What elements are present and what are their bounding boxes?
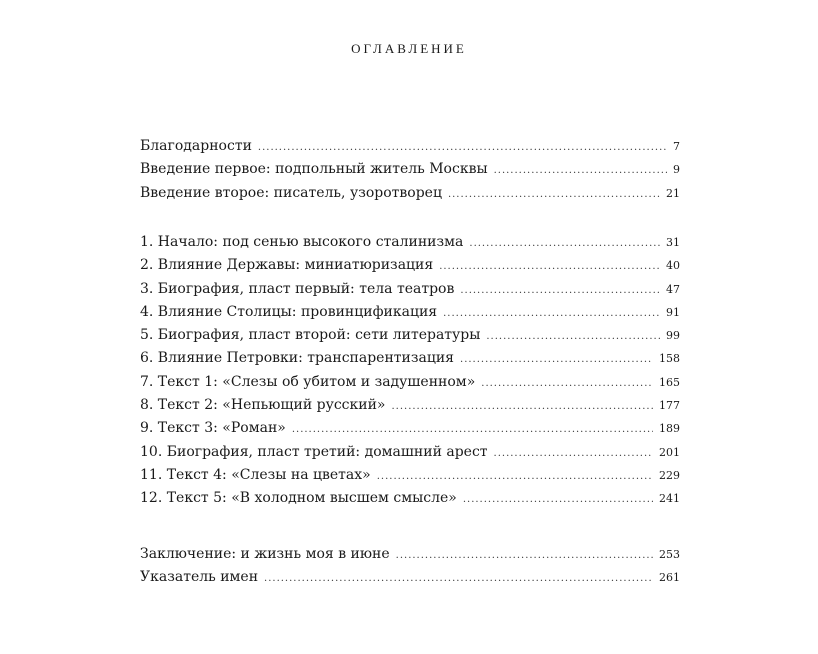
toc-entry-page: 40 [666,259,680,273]
toc-entry[interactable] [140,182,680,205]
toc-leader-dots [396,544,653,567]
toc-leader-dots [391,395,653,418]
toc-entry-page: 47 [666,282,680,296]
toc-entry[interactable] [140,254,680,277]
toc-entry-title: 9. Текст 3: «Роман» [140,420,286,437]
toc-entry-page: 99 [666,329,680,343]
toc-leader-dots [264,567,653,590]
toc-entry[interactable] [140,231,680,254]
toc-group-back-matter [140,543,680,590]
toc-entry-page: 21 [666,186,680,200]
page-title: ОГЛАВЛЕНИЕ [351,41,467,56]
toc-entry-title: 1. Начало: под сенью высокого сталинизма [140,234,464,250]
toc-leader-dots [469,232,660,255]
toc-leader-dots [494,159,667,182]
toc-entry[interactable] [140,417,680,440]
toc-entry-page: 229 [659,468,680,482]
toc-entry-title: Введение второе: писатель, узоротворец [140,184,442,201]
toc-leader-dots [494,442,653,465]
toc-entry-page: 158 [659,352,680,366]
toc-entry-page: 201 [659,445,680,459]
toc-entry-title: 7. Текст 1: «Слезы об убитом и задушенном» [140,373,476,390]
toc-leader-dots [486,325,660,348]
toc-entry-title: 8. Текст 2: «Непьющий русский» [140,397,386,414]
toc-entry[interactable] [140,566,680,589]
toc-entry-page: 91 [666,305,680,319]
toc-leader-dots [377,465,653,488]
toc-entry[interactable] [140,487,680,510]
toc-entry[interactable] [140,441,680,464]
toc-entry[interactable] [140,394,680,417]
toc-leader-dots [460,279,660,302]
toc-entry-title: 5. Биография, пласт второй: сети литературы [140,327,481,344]
toc-entry-page: 261 [659,571,680,585]
toc-group-front-matter [140,135,680,205]
toc-entry-page: 31 [666,236,680,249]
toc-entry[interactable] [140,347,680,370]
toc-leader-dots [481,372,653,395]
toc-group-chapters [140,231,680,511]
toc-entry-title: Указатель имен [140,569,259,586]
toc-leader-dots [460,348,653,371]
toc-entry-page: 9 [673,163,680,177]
toc-entry-page: 7 [673,140,680,153]
toc-entry[interactable] [140,301,680,324]
toc-leader-dots [292,418,653,441]
toc-entry-title: Благодарности [140,138,252,154]
toc-entry-title: 4. Влияние Столицы: провинцификация [140,303,438,320]
toc-entry-page: 165 [659,375,680,389]
toc-entry-title: 2. Влияние Державы: миниатюризация [140,257,434,274]
toc-leader-dots [448,183,660,206]
toc-entry[interactable] [140,371,680,394]
toc-leader-dots [258,136,667,159]
toc-entry-title: 6. Влияние Петровки: транспарентизация [140,350,455,367]
toc-entry[interactable] [140,158,680,181]
toc-entry-title: 3. Биография, пласт первый: тела театров [140,280,455,297]
toc-leader-dots [439,255,660,278]
toc-entry-title: 10. Биография, пласт третий: домашний арест [140,443,488,460]
toc-entry-title: 11. Текст 4: «Слезы на цветах» [140,466,371,483]
toc-entry-page: 177 [659,399,680,413]
toc-entry-title: 12. Текст 5: «В холодном высшем смысле» [140,490,457,507]
toc-entry[interactable] [140,135,680,158]
toc-leader-dots [463,488,653,511]
toc-entry[interactable] [140,278,680,301]
toc-entry-page: 253 [659,548,680,561]
toc-leader-dots [443,302,660,325]
toc-entry[interactable] [140,324,680,347]
toc-entry[interactable] [140,464,680,487]
toc-entry-title: Введение первое: подпольный житель Москвы [140,161,488,178]
toc-entry-page: 189 [659,422,680,436]
toc-entry[interactable] [140,543,680,566]
toc-entry-title: Заключение: и жизнь моя в июне [140,546,390,562]
toc-entry-page: 241 [659,492,680,506]
